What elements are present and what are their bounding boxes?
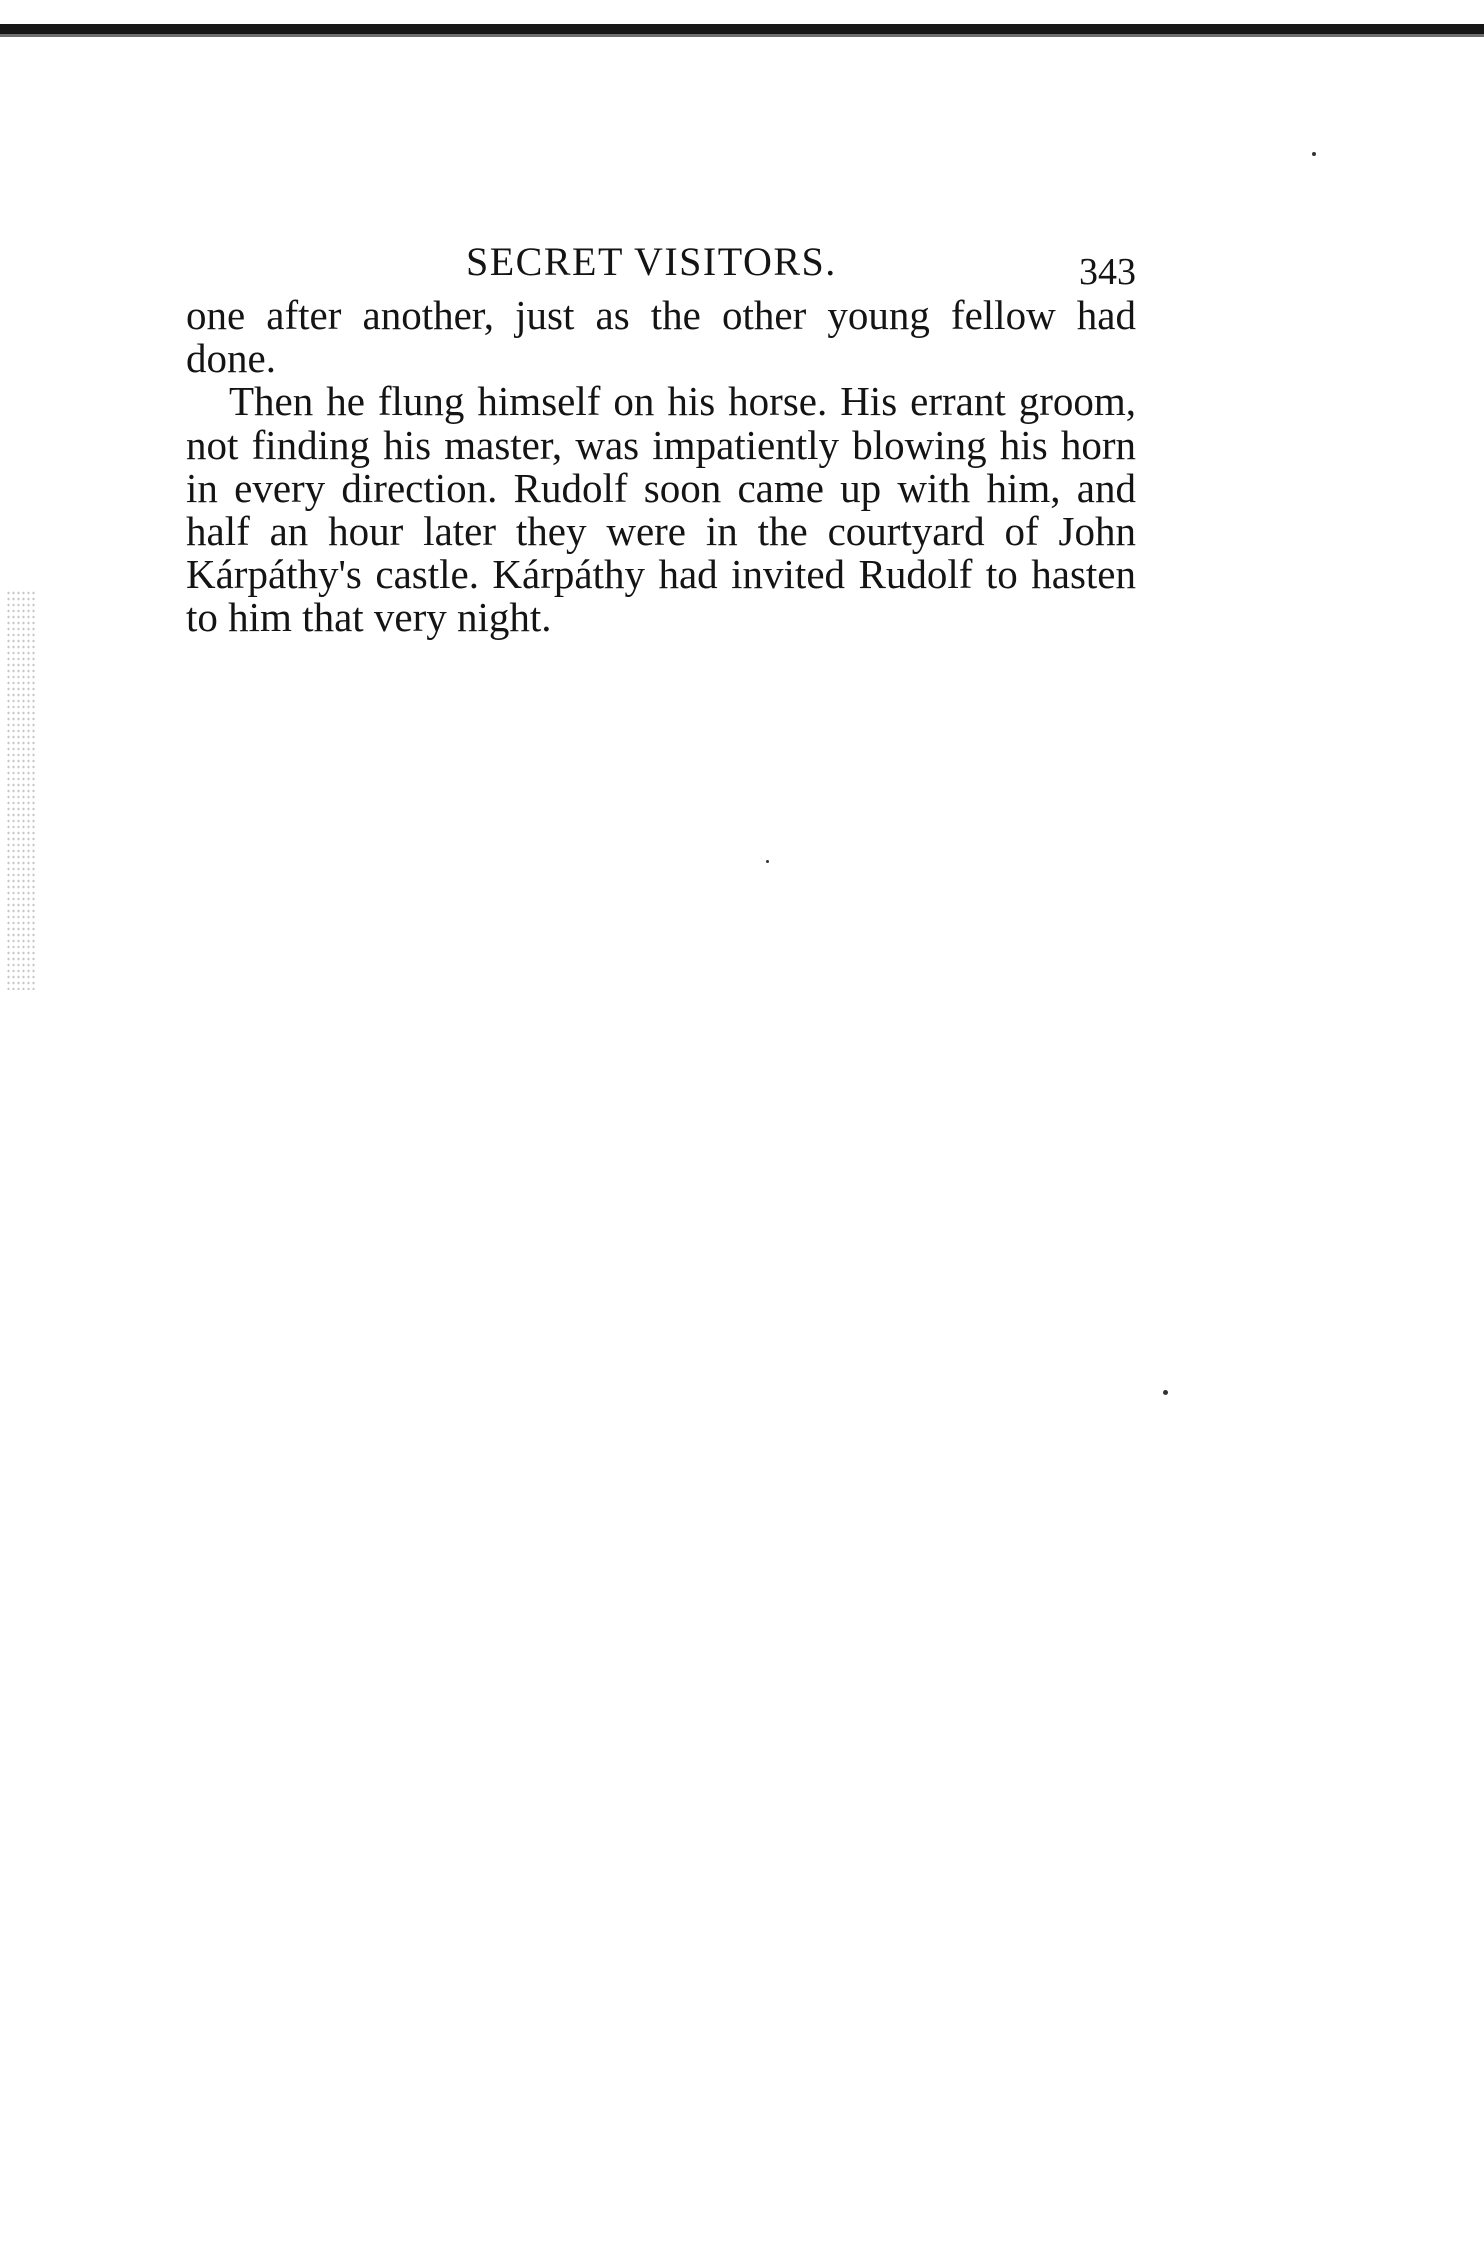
scan-speck: [766, 860, 769, 863]
scan-speck: [1163, 1390, 1168, 1395]
running-title: SECRET VISITORS.: [466, 239, 837, 284]
running-head: [186, 230, 1136, 294]
scan-speck: [1312, 152, 1316, 156]
paragraph-2: Then he flung himself on his horse. His errant groom, not finding his master, was impatiently blowing his horn in every direction. Rudolf soon came up with him, and half an hour later they were in the courtyard of John Kárpáthy's castle. Kárpáthy had invited Rudolf to hasten to him that very night.: [186, 378, 1136, 641]
scan-edge-bar: [0, 24, 1484, 34]
page-number: 343: [1079, 251, 1136, 293]
paragraph-1: one after another, just as the other young fellow had done.: [186, 292, 1136, 382]
body-text: [186, 294, 1136, 640]
book-page: [186, 230, 1136, 640]
scan-edge-shadow: [0, 34, 1484, 37]
page-edge-noise: [6, 590, 36, 990]
